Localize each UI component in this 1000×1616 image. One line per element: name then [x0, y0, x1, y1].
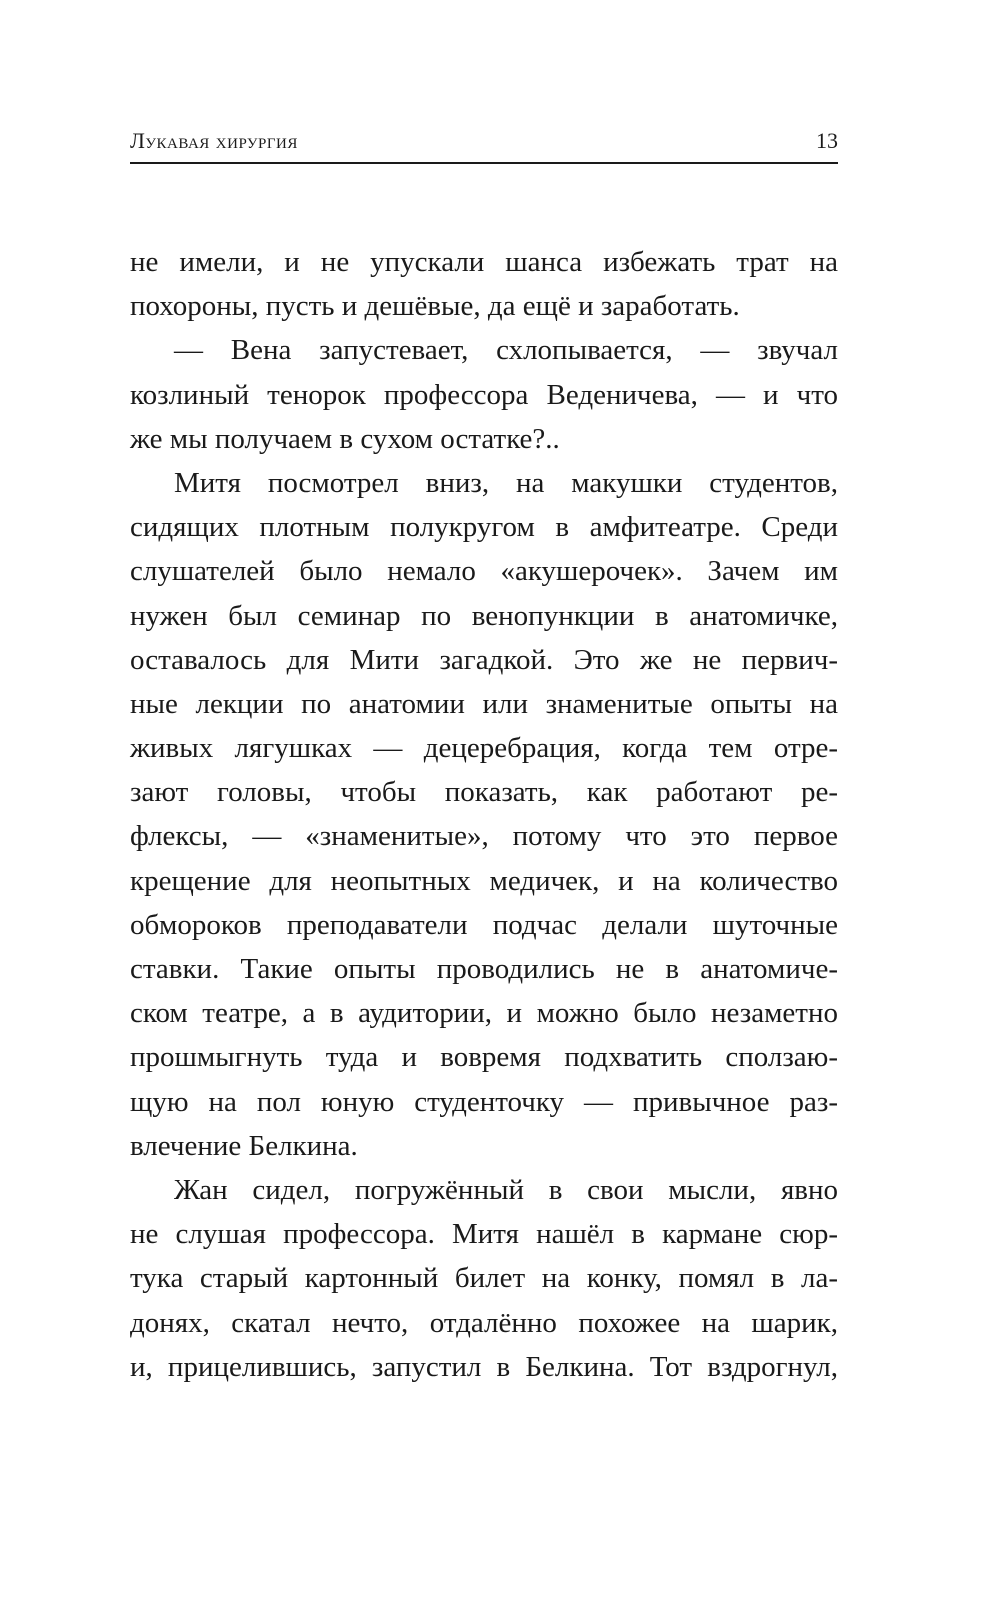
text-line: тука старый картонный билет на конку, помял в ла- [130, 1262, 838, 1295]
text-line: ставки. Такие опыты проводились не в анатомиче- [130, 953, 838, 985]
text-line: оставалось для Мити загадкой. Это же не первич- [130, 643, 838, 676]
text-line: влечение Белкина. [130, 1129, 358, 1162]
text-line: ные лекции по анатомии или знаменитые опыты на [130, 687, 838, 720]
text-line: слушателей было немало «акушерочек». Зачем им [130, 555, 838, 588]
text-line: прошмыгнуть туда и вовремя подхватить сползаю- [130, 1041, 838, 1074]
text-line: флексы, — «знаменитые», потому что это первое [130, 820, 838, 853]
text-line: обмороков преподаватели подчас делали шуточные [130, 908, 838, 941]
text-line: не имели, и не упускали шанса избежать трат на [130, 246, 838, 278]
text-line: зают головы, чтобы показать, как работают ре- [130, 776, 838, 809]
text-line: щую на пол юную студенточку — привычное раз- [130, 1085, 838, 1118]
text-line: ском театре, а в аудитории, и можно было незаметно [130, 997, 838, 1030]
text-line: не слушая профессора. Митя нашёл в кармане сюр- [130, 1218, 838, 1251]
text-line: козлиный тенорок профессора Веденичева, — и что [130, 378, 838, 411]
text-line: — Вена запустевает, схлопывается, — звучал [174, 334, 838, 367]
text-line: Митя посмотрел вниз, на макушки студентов, [174, 466, 838, 499]
body-text [130, 240, 838, 1389]
running-title: Лукавая хирургия [130, 128, 298, 153]
text-line: похороны, пусть и дешёвые, да ещё и заработать. [130, 290, 740, 323]
text-line: крещение для неопытных медичек, и на количество [130, 864, 838, 897]
text-line: донях, скатал нечто, отдалённо похожее на шарик, [130, 1306, 838, 1339]
text-line: Жан сидел, погружённый в свои мысли, явно [174, 1173, 838, 1206]
running-head [130, 122, 838, 164]
text-line: нужен был семинар по венопункции в анатомичке, [130, 599, 838, 632]
text-line: живых лягушках — децеребрация, когда тем отре- [130, 732, 838, 765]
text-line: и, прицелившись, запустил в Белкина. Тот вздрогнул, [130, 1350, 838, 1383]
text-line: же мы получаем в сухом остатке?.. [130, 422, 560, 455]
page-number: 13 [816, 128, 838, 153]
text-line: сидящих плотным полукругом в амфитеатре. Среди [130, 511, 838, 544]
